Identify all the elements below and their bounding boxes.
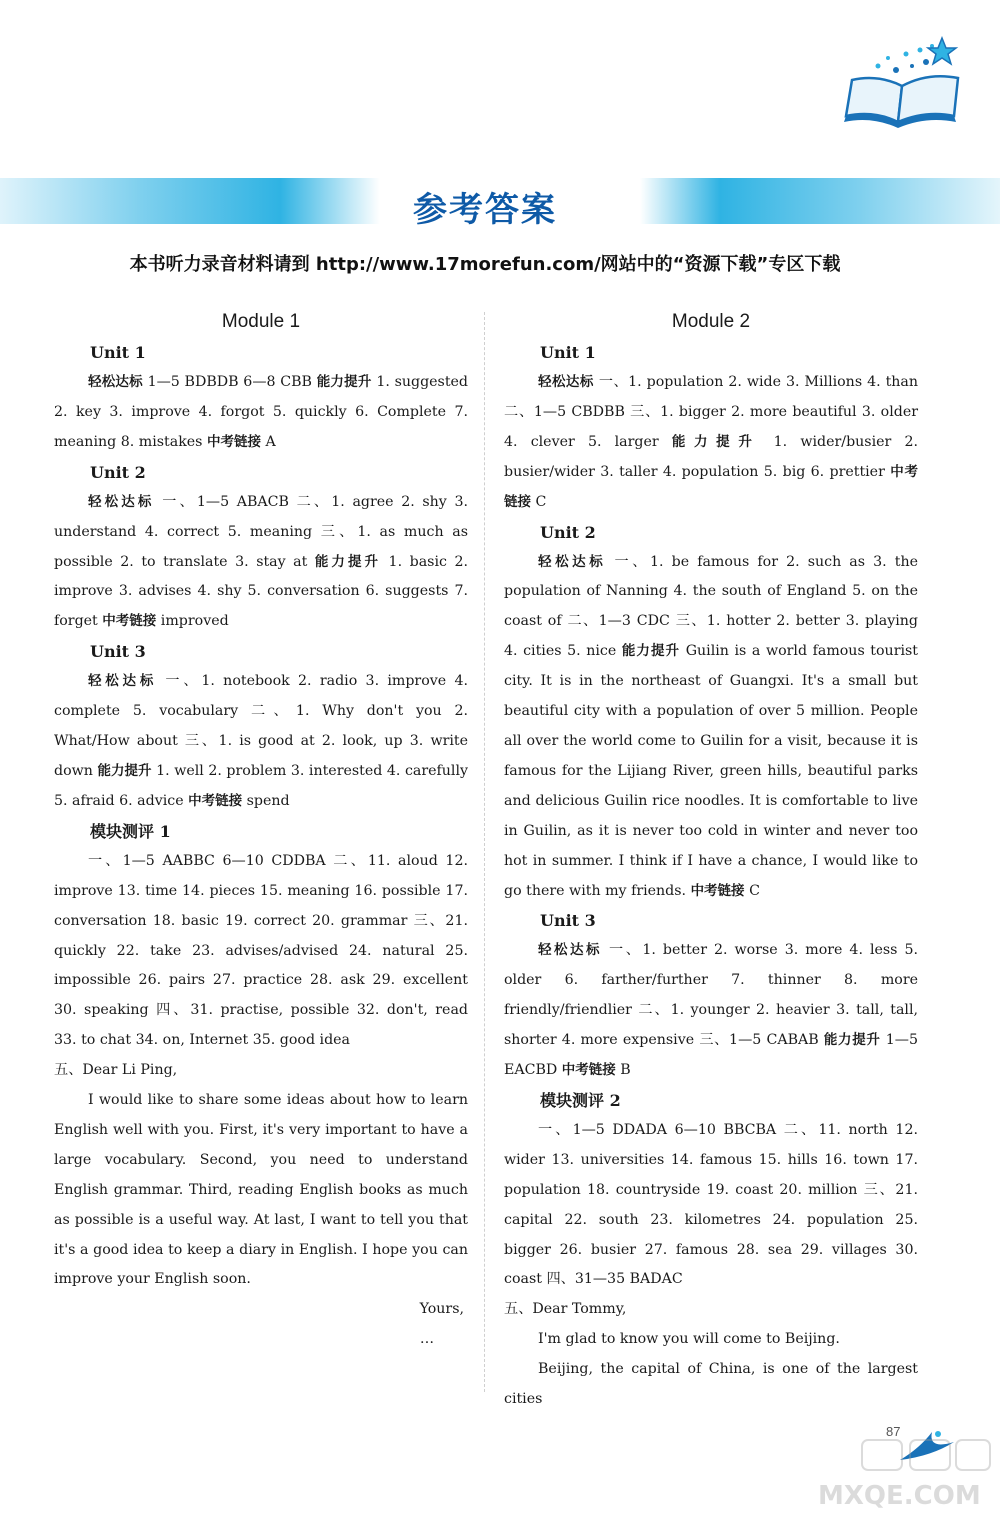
answer-text: spend — [246, 792, 290, 809]
answer-text: 一、1—5 ABACB 二、1. agree 2. shy 3. understand 4. correct 5. meaning 三、1. as much as possible 2. to translate 3. stay at — [54, 493, 469, 570]
answer-text: 1. suggested 2. key 3. improve 4. forgot 5. quickly 6. Complete 7. meaning 8. mistakes — [54, 374, 469, 450]
answer-paragraph — [54, 667, 468, 817]
letter-greeting: 五、Dear Tommy, — [504, 1301, 627, 1318]
unit-title: Unit 3 — [90, 642, 146, 662]
answer-text: 一、1. population 2. wide 3. Millions 4. than 二、1—5 CBDBB 三、1. bigger 2. more beautiful 3. older 4. clever 5. larger — [504, 374, 919, 450]
letter-signoff: Yours, — [419, 1301, 464, 1318]
module-1-column — [54, 308, 468, 1355]
answer-paragraph: 一、1—5 AABBC 6—10 CDDBA 二、11. aloud 12. improve 13. time 14. pieces 15. meaning 16. possible 17. conversation 18. basic 19. correct 20. grammar 三、21. quickly 22. take 23. advises/advised 24. natural 25. impossible 26. pairs 27. practice 28. ask 29. excellent 30. speaking 四、31. practise, possible 32. don't, read 33. to chat 34. on, Internet 35. good idea — [54, 852, 468, 1049]
section-tag-exam: 中考链接 — [206, 433, 261, 450]
letter-body: I'm glad to know you will come to Beijing. — [538, 1331, 840, 1348]
answer-text: C — [749, 882, 760, 899]
answer-text: 一、1. better 2. worse 3. more 4. less 5. older 6. farther/further 7. thinner 8. more friendly/friendlier 二、1. younger 2. heavier 3. tall, tall, shorter 4. more expensive 三、1—5 CABAB — [504, 942, 919, 1049]
answer-text: 1. wider/busier 2. busier/wider 3. taller 4. population 5. big 6. prettier — [504, 433, 918, 480]
answer-text: C — [535, 493, 547, 510]
section-tag-easy: 轻松达标 — [88, 673, 158, 690]
download-notice: 本书听力录音材料请到 http://www.17morefun.com/网站中的“资源下载”专区下载 — [129, 254, 841, 275]
section-tag-improve: 能力提升 — [316, 374, 372, 390]
letter-body: I would like to share some ideas about how to learn English well with you. First, it's very important to have a large vocabulary. Second, you need to understand English grammar. Third, reading English books as much as possible is a useful way. At last, I want to tell you that it's a good idea to keep a diary in English. I hope you can improve your English soon. — [54, 1092, 468, 1288]
module-test-title: 模块测评 2 — [540, 1090, 621, 1110]
column-divider — [484, 312, 485, 1392]
module-test-title: 模块测评 1 — [90, 821, 171, 841]
section-tag-improve: 能力提升 — [621, 643, 681, 660]
unit-title: Unit 3 — [540, 911, 596, 931]
answer-text: 1—5 EACBD — [504, 1032, 918, 1079]
section-tag-improve: 能力提升 — [314, 553, 381, 570]
sample-letter — [504, 1295, 918, 1415]
letter-ellipsis: … — [419, 1331, 434, 1348]
answer-paragraph — [504, 936, 918, 1086]
answer-paragraph — [504, 548, 918, 907]
answer-text: 1. basic 2. improve 3. advises 4. shy 5. conversation 6. suggests 7. forget — [54, 553, 468, 630]
unit-title: Unit 1 — [540, 343, 596, 362]
answer-paragraph — [504, 368, 918, 518]
sample-letter — [54, 1056, 468, 1355]
section-tag-improve: 能力提升 — [97, 762, 152, 779]
answer-text: Guilin is a world famous tourist city. It is in the northeast of Guangxi. It's a small but beautiful city with a population of over 5 million. People all over the world come to Guilin for a visit, because it is famous for the Lijiang River, green hills, beautiful parks and delicious Guilin rice noodles. It is comfortable to live in Guilin, as it is never too cold in winter and never too hot in summer. I think if I have a chance, I would like to go there with my friends. — [504, 643, 918, 899]
unit-title: Unit 1 — [90, 343, 146, 362]
section-tag-exam: 中考链接 — [102, 613, 157, 630]
answer-text: 1. well 2. problem 3. interested 4. carefully 5. afraid 6. advice — [54, 762, 469, 809]
unit-title: Unit 2 — [540, 522, 596, 542]
page-title: 参考答案 — [413, 190, 557, 230]
section-tag-improve: 能力提升 — [823, 1032, 881, 1049]
section-tag-easy: 轻松达标 — [88, 493, 155, 510]
watermark-text: MXQE.COM — [818, 1481, 981, 1510]
letter-greeting: 五、Dear Li Ping, — [54, 1062, 178, 1079]
section-tag-exam: 中考链接 — [561, 1062, 616, 1079]
section-tag-exam: 中考链接 — [690, 882, 745, 899]
answer-text: 一、1. notebook 2. radio 3. improve 4. complete 5. vocabulary 二、1. Why don't you 2. What/How about 三、1. is good at 2. look, up 3. write down — [54, 673, 468, 779]
answer-text: 一、1. be famous for 2. such as 3. the population of Nanning 4. the south of England 5. on the coast of 二、1—3 CDC 三、1. hotter 2. better 3. playing 4. cities 5. nice — [504, 553, 919, 660]
answer-text: 1—5 BDBDB 6—8 CBB — [147, 374, 312, 390]
answer-text: B — [620, 1062, 631, 1079]
section-tag-improve: 能力提升 — [671, 433, 761, 450]
section-tag-easy: 轻松达标 — [538, 942, 602, 959]
answer-paragraph — [54, 488, 468, 638]
answer-text: improved — [160, 613, 229, 630]
letter-body: Beijing, the capital of China, is one of the largest cities — [504, 1361, 918, 1408]
module-title: Module 1 — [221, 311, 301, 332]
answer-paragraph — [54, 368, 468, 458]
page-number: 87 — [886, 1424, 901, 1439]
module-2-column — [504, 308, 918, 1415]
section-tag-easy: 轻松达标 — [538, 553, 607, 570]
answer-text: A — [265, 433, 276, 450]
watermark — [814, 1438, 994, 1510]
unit-title: Unit 2 — [90, 462, 146, 482]
section-tag-exam: 中考链接 — [504, 463, 919, 510]
section-tag-easy: 轻松达标 — [88, 374, 143, 390]
book-star-logo-icon — [838, 36, 968, 128]
section-tag-easy: 轻松达标 — [538, 374, 594, 390]
answer-paragraph: 一、1—5 DDADA 6—10 BBCBA 二、11. north 12. wider 13. universities 14. famous 15. hills 16. town 17. population 18. countryside 19. coast 20. million 三、21. capital 22. south 23. kilometres 24. population 25. bigger 26. busier 27. famous 28. sea 29. villages 30. coast 四、31—35 BADAC — [504, 1121, 918, 1288]
module-title: Module 2 — [671, 311, 751, 332]
section-tag-exam: 中考链接 — [188, 792, 243, 809]
